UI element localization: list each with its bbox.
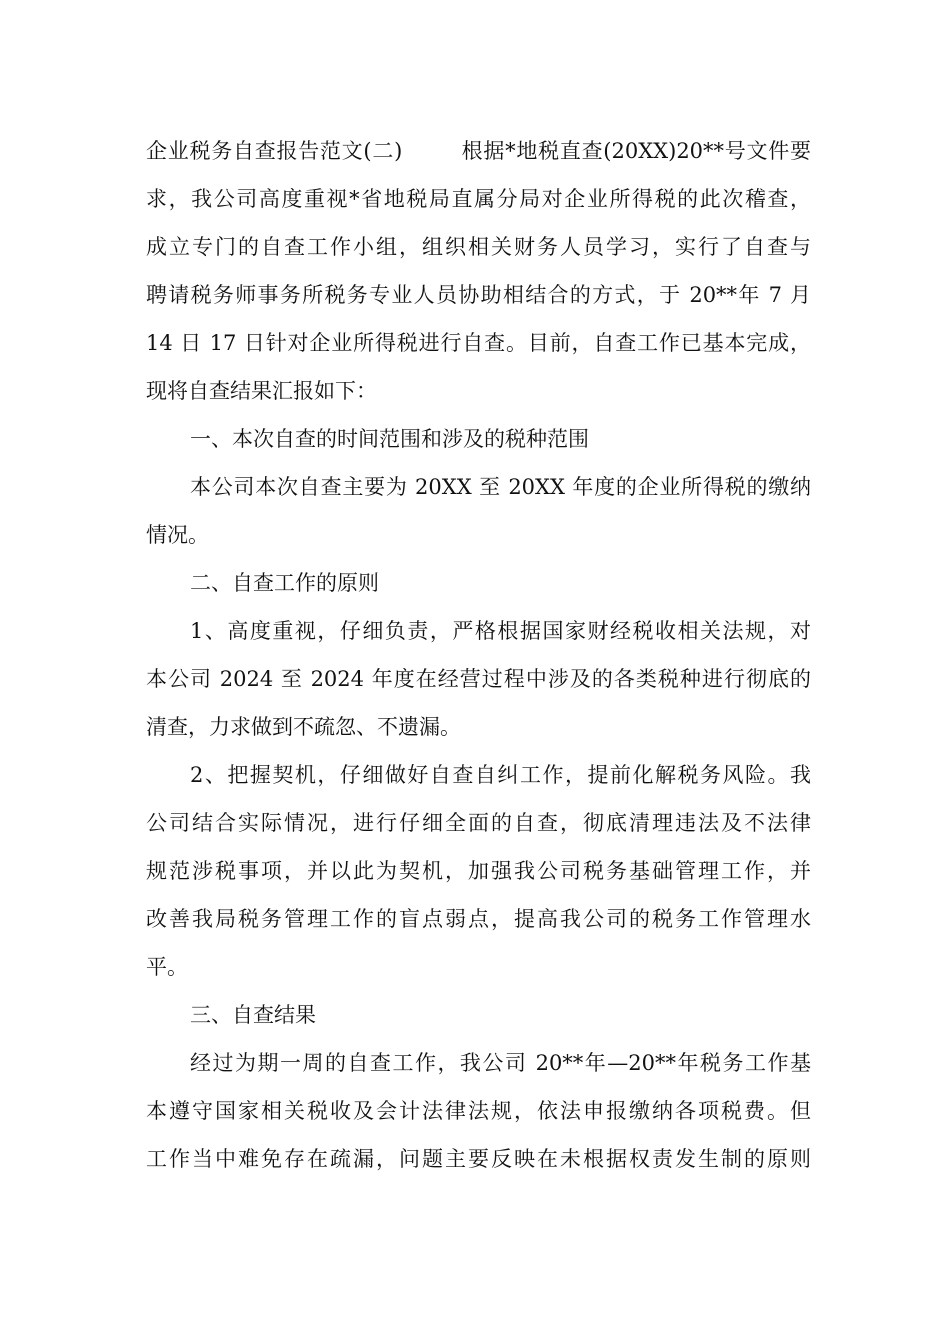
text-line: 清查，力求做到不疏忽、不遗漏。 (146, 715, 461, 739)
text-line: 工作当中难免存在疏漏，问题主要反映在未根据权责发生制的原则 (146, 1147, 811, 1171)
text-line: 规范涉税事项，并以此为契机，加强我公司税务基础管理工作，并 (146, 859, 811, 883)
text-line: 本遵守国家相关税收及会计法律法规，依法申报缴纳各项税费。但 (146, 1099, 811, 1123)
text-line: 现将自查结果汇报如下： (146, 379, 377, 403)
text-line: 公司结合实际情况，进行仔细全面的自查，彻底清理违法及不法律 (146, 811, 811, 835)
text-line: 情况。 (146, 523, 209, 547)
text-line: 企业税务自查报告范文(二) 根据*地税直查(20XX)20**号文件要 (146, 139, 811, 163)
text-line: 求，我公司高度重视*省地税局直属分局对企业所得税的此次稽查， (146, 187, 811, 211)
text-line: 2、把握契机，仔细做好自查自纠工作，提前化解税务风险。我 (190, 763, 811, 787)
text-line: 本公司本次自查主要为 20XX 至 20XX 年度的企业所得税的缴纳 (190, 475, 811, 499)
text-line: 成立专门的自查工作小组，组织相关财务人员学习，实行了自查与 (146, 235, 811, 259)
text-line: 二、自查工作的原则 (190, 571, 379, 595)
text-line: 三、自查结果 (190, 1003, 316, 1027)
text-line: 一、本次自查的时间范围和涉及的税种范围 (190, 427, 589, 451)
text-line: 1、高度重视，仔细负责，严格根据国家财经税收相关法规，对 (190, 619, 811, 643)
text-line: 14 日 17 日针对企业所得税进行自查。目前，自查工作已基本完成， (146, 331, 811, 355)
text-line: 经过为期一周的自查工作，我公司 20**年—20**年税务工作基 (190, 1051, 811, 1075)
text-line: 本公司 2024 至 2024 年度在经营过程中涉及的各类税种进行彻底的 (146, 667, 811, 691)
text-line: 改善我局税务管理工作的盲点弱点，提高我公司的税务工作管理水 (146, 907, 811, 931)
document-body (146, 127, 811, 1183)
text-line: 聘请税务师事务所税务专业人员协助相结合的方式，于 20**年 7 月 (146, 283, 811, 307)
text-line: 平。 (146, 955, 188, 979)
